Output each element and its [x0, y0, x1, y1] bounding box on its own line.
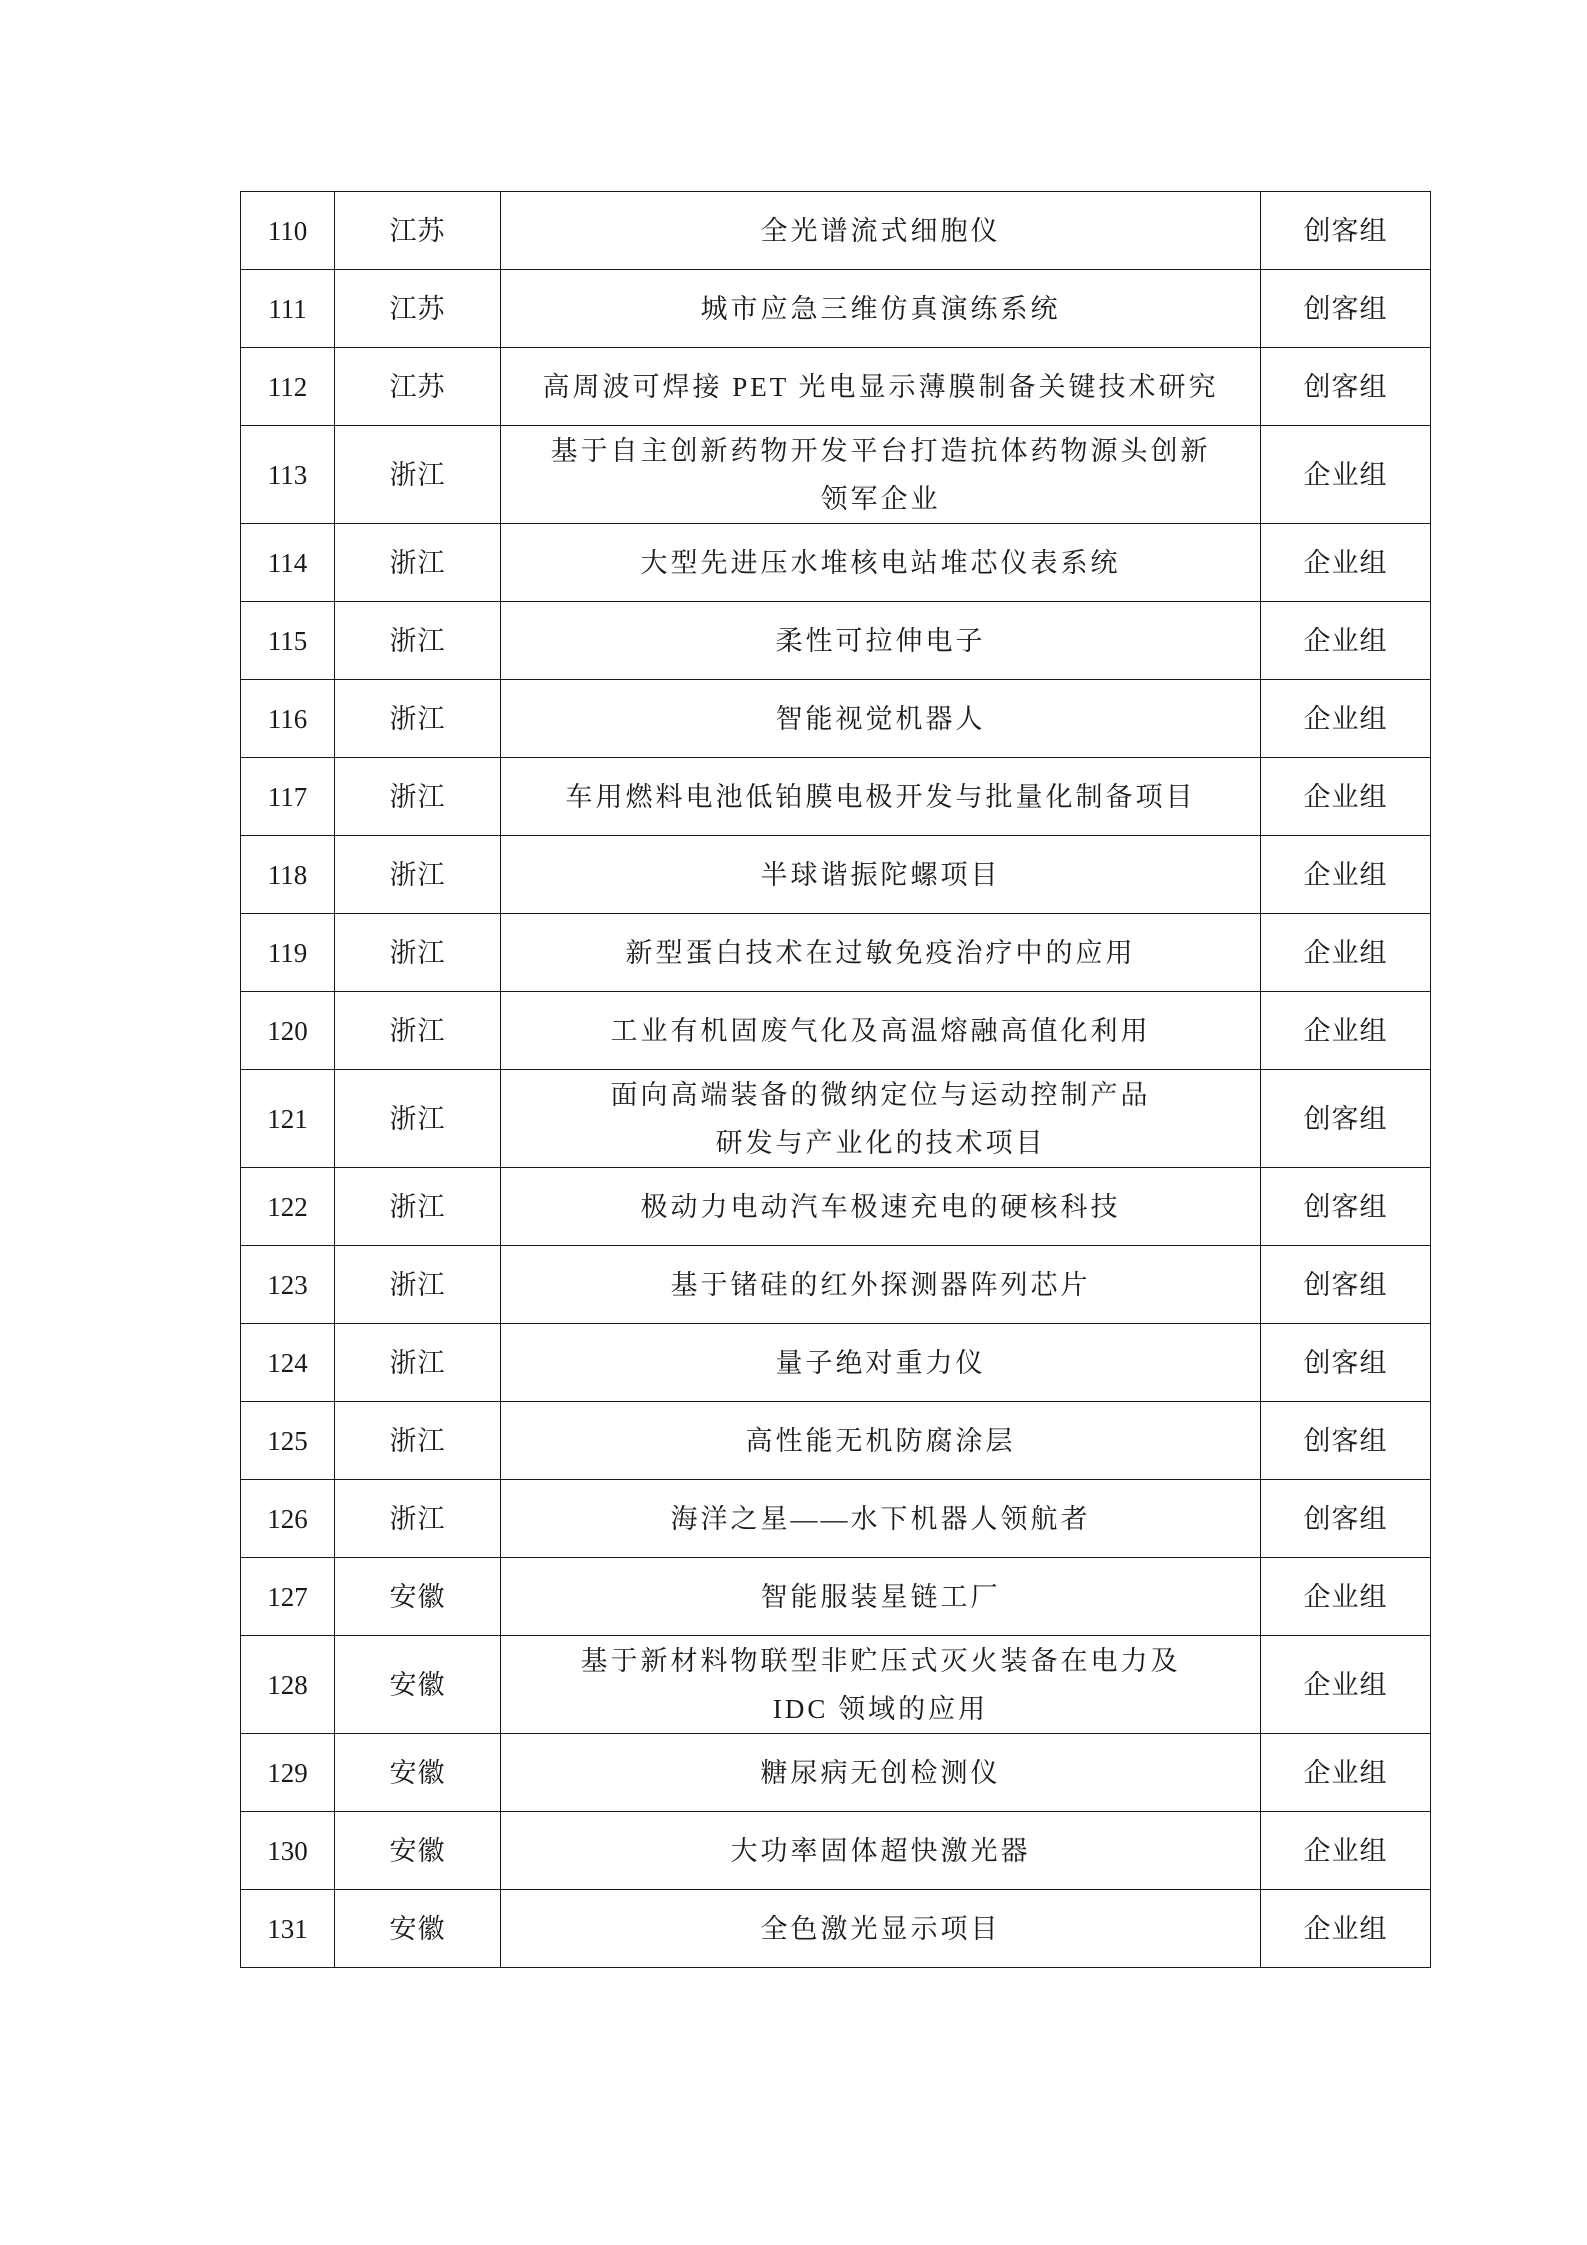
- row-project-name: 智能服装星链工厂: [501, 1558, 1261, 1636]
- row-number: 123: [241, 1246, 335, 1324]
- table-row: [241, 992, 1431, 1070]
- table-row: [241, 680, 1431, 758]
- row-project-name: 大型先进压水堆核电站堆芯仪表系统: [501, 524, 1261, 602]
- row-province: 安徽: [335, 1734, 501, 1812]
- table-row: [241, 524, 1431, 602]
- row-project-name: 全色激光显示项目: [501, 1890, 1261, 1968]
- row-project-name: 柔性可拉伸电子: [501, 602, 1261, 680]
- row-province: 浙江: [335, 602, 501, 680]
- row-group: 创客组: [1261, 1402, 1431, 1480]
- row-group: 企业组: [1261, 992, 1431, 1070]
- row-province: 浙江: [335, 1324, 501, 1402]
- project-table: [240, 191, 1431, 1968]
- table-body: [241, 192, 1431, 1968]
- row-number: 110: [241, 192, 335, 270]
- row-number: 116: [241, 680, 335, 758]
- row-project-name: 城市应急三维仿真演练系统: [501, 270, 1261, 348]
- row-group: 企业组: [1261, 758, 1431, 836]
- row-group: 企业组: [1261, 1734, 1431, 1812]
- row-province: 浙江: [335, 1480, 501, 1558]
- row-project-name: 大功率固体超快激光器: [501, 1812, 1261, 1890]
- row-province: 浙江: [335, 836, 501, 914]
- row-project-name: 高周波可焊接 PET 光电显示薄膜制备关键技术研究: [501, 348, 1261, 426]
- row-number: 114: [241, 524, 335, 602]
- row-province: 浙江: [335, 992, 501, 1070]
- row-province: 江苏: [335, 270, 501, 348]
- row-project-name: 高性能无机防腐涂层: [501, 1402, 1261, 1480]
- row-number: 128: [241, 1636, 335, 1734]
- row-number: 126: [241, 1480, 335, 1558]
- row-group: 创客组: [1261, 192, 1431, 270]
- row-project-name: 基于自主创新药物开发平台打造抗体药物源头创新 领军企业: [501, 426, 1261, 524]
- table-row: [241, 602, 1431, 680]
- table-row: [241, 1168, 1431, 1246]
- row-group: 企业组: [1261, 1812, 1431, 1890]
- row-group: 创客组: [1261, 270, 1431, 348]
- row-number: 113: [241, 426, 335, 524]
- row-group: 企业组: [1261, 524, 1431, 602]
- row-province: 浙江: [335, 524, 501, 602]
- row-number: 119: [241, 914, 335, 992]
- row-province: 安徽: [335, 1812, 501, 1890]
- row-province: 浙江: [335, 1246, 501, 1324]
- row-project-name: 工业有机固废气化及高温熔融高值化利用: [501, 992, 1261, 1070]
- row-province: 浙江: [335, 680, 501, 758]
- table-row: [241, 1636, 1431, 1734]
- row-project-name: 新型蛋白技术在过敏免疫治疗中的应用: [501, 914, 1261, 992]
- row-province: 安徽: [335, 1636, 501, 1734]
- table-row: [241, 1734, 1431, 1812]
- row-number: 127: [241, 1558, 335, 1636]
- table-row: [241, 270, 1431, 348]
- row-project-name: 海洋之星——水下机器人领航者: [501, 1480, 1261, 1558]
- table-row: [241, 1246, 1431, 1324]
- row-province: 江苏: [335, 348, 501, 426]
- row-project-name: 车用燃料电池低铂膜电极开发与批量化制备项目: [501, 758, 1261, 836]
- row-group: 企业组: [1261, 1636, 1431, 1734]
- row-number: 115: [241, 602, 335, 680]
- row-number: 118: [241, 836, 335, 914]
- row-province: 浙江: [335, 1168, 501, 1246]
- row-group: 企业组: [1261, 680, 1431, 758]
- row-number: 112: [241, 348, 335, 426]
- row-project-name: 极动力电动汽车极速充电的硬核科技: [501, 1168, 1261, 1246]
- row-province: 浙江: [335, 1402, 501, 1480]
- row-province: 浙江: [335, 1070, 501, 1168]
- table-row: [241, 1890, 1431, 1968]
- row-number: 129: [241, 1734, 335, 1812]
- table-row: [241, 1558, 1431, 1636]
- row-province: 安徽: [335, 1558, 501, 1636]
- row-group: 创客组: [1261, 1480, 1431, 1558]
- row-project-name: 基于锗硅的红外探测器阵列芯片: [501, 1246, 1261, 1324]
- row-province: 浙江: [335, 426, 501, 524]
- table-row: [241, 836, 1431, 914]
- row-group: 企业组: [1261, 1890, 1431, 1968]
- table-row: [241, 1480, 1431, 1558]
- row-group: 创客组: [1261, 1070, 1431, 1168]
- row-project-name: 智能视觉机器人: [501, 680, 1261, 758]
- row-number: 111: [241, 270, 335, 348]
- table-row: [241, 1402, 1431, 1480]
- row-province: 浙江: [335, 914, 501, 992]
- table-row: [241, 914, 1431, 992]
- row-group: 创客组: [1261, 348, 1431, 426]
- row-number: 121: [241, 1070, 335, 1168]
- row-number: 131: [241, 1890, 335, 1968]
- table-row: [241, 1324, 1431, 1402]
- row-group: 创客组: [1261, 1324, 1431, 1402]
- row-number: 124: [241, 1324, 335, 1402]
- row-group: 企业组: [1261, 1558, 1431, 1636]
- row-project-name: 半球谐振陀螺项目: [501, 836, 1261, 914]
- row-number: 117: [241, 758, 335, 836]
- table-row: [241, 426, 1431, 524]
- row-group: 企业组: [1261, 914, 1431, 992]
- row-province: 浙江: [335, 758, 501, 836]
- row-project-name: 全光谱流式细胞仪: [501, 192, 1261, 270]
- row-group: 创客组: [1261, 1246, 1431, 1324]
- row-project-name: 糖尿病无创检测仪: [501, 1734, 1261, 1812]
- row-number: 125: [241, 1402, 335, 1480]
- table-row: [241, 1070, 1431, 1168]
- row-project-name: 量子绝对重力仪: [501, 1324, 1261, 1402]
- row-number: 122: [241, 1168, 335, 1246]
- table-row: [241, 348, 1431, 426]
- table-row: [241, 758, 1431, 836]
- row-number: 120: [241, 992, 335, 1070]
- row-group: 企业组: [1261, 426, 1431, 524]
- row-group: 创客组: [1261, 1168, 1431, 1246]
- row-group: 企业组: [1261, 602, 1431, 680]
- row-number: 130: [241, 1812, 335, 1890]
- row-province: 江苏: [335, 192, 501, 270]
- row-province: 安徽: [335, 1890, 501, 1968]
- row-group: 企业组: [1261, 836, 1431, 914]
- row-project-name: 面向高端装备的微纳定位与运动控制产品 研发与产业化的技术项目: [501, 1070, 1261, 1168]
- row-project-name: 基于新材料物联型非贮压式灭火装备在电力及 IDC 领域的应用: [501, 1636, 1261, 1734]
- table-row: [241, 192, 1431, 270]
- table-row: [241, 1812, 1431, 1890]
